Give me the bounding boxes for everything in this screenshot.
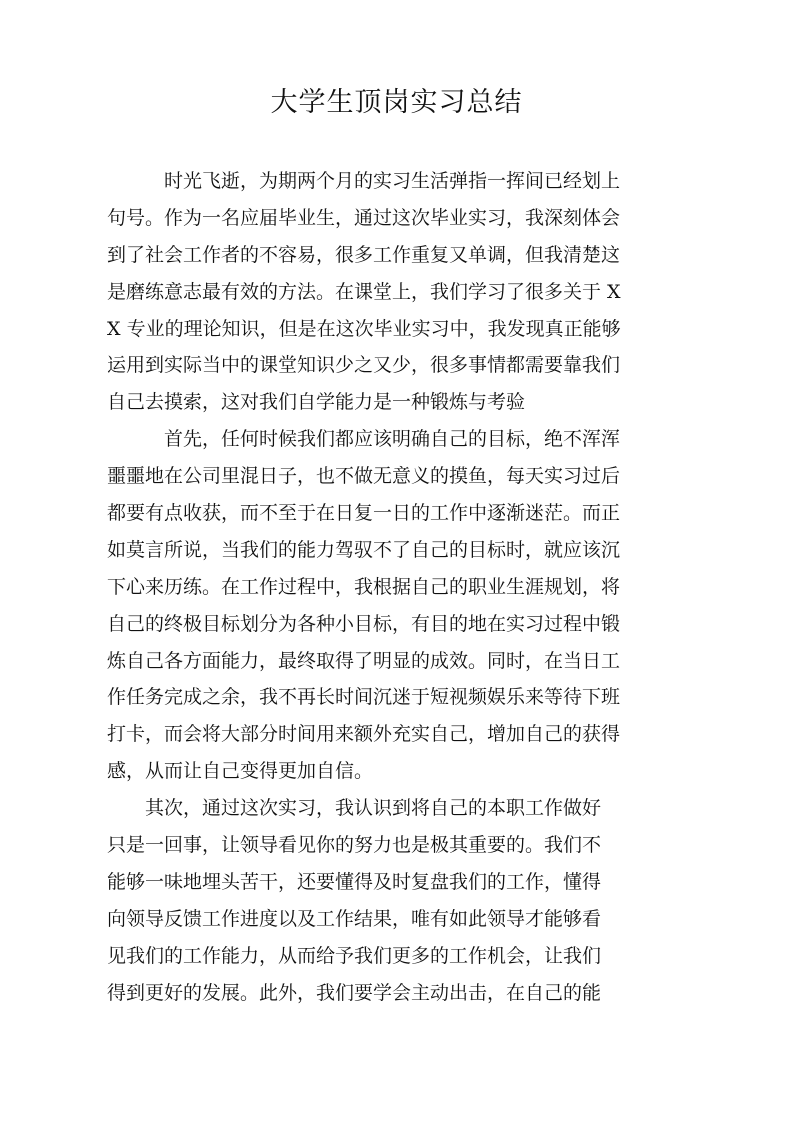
paragraph-line: 见我们的工作能力，从而给予我们更多的工作机会，让我们 [107,944,602,967]
paragraph-intro [107,163,697,421]
paragraph-line: 能够一味地埋头苦干，还要懂得及时复盘我们的工作，懂得 [107,870,602,893]
paragraph-first [107,421,697,790]
document-title: 大学生顶岗实习总结 [270,87,523,118]
paragraph-line: 首先，任何时候我们都应该明确自己的目标，绝不浑浑 [164,428,621,451]
paragraph-line: 如莫言所说，当我们的能力驾驭不了自己的目标时，就应该沉 [107,538,621,561]
paragraph-line: 只是一回事，让领导看见你的努力也是极其重要的。我们不 [107,834,602,857]
paragraph-line: 是磨练意志最有效的方法。在课堂上，我们学习了很多关于 X [107,280,621,303]
paragraph-second [107,790,697,1011]
document-body [107,163,697,1011]
paragraph-line: 噩噩地在公司里混日子，也不做无意义的摸鱼，每天实习过后 [107,465,621,488]
paragraph-line: 时光飞逝，为期两个月的实习生活弹指一挥间已经划上 [164,170,621,192]
paragraph-line: 作任务完成之余，我不再长时间沉迷于短视频娱乐来等待下班 [107,686,621,709]
paragraph-line: 自己去摸索，这对我们自学能力是一种锻炼与考验 [107,391,526,414]
paragraph-line: 自己的终极目标划分为各种小目标，有目的地在实习过程中锻 [107,612,621,635]
paragraph-line: 向领导反馈工作进度以及工作结果，唯有如此领导才能够看 [107,907,602,930]
paragraph-line: 下心来历练。在工作过程中，我根据自己的职业生涯规划，将 [107,575,621,598]
paragraph-line: 句号。作为一名应届毕业生，通过这次毕业实习，我深刻体会 [107,206,621,229]
paragraph-line: 到了社会工作者的不容易，很多工作重复又单调，但我清楚这 [107,243,621,266]
paragraph-line: 打卡，而会将大部分时间用来额外充实自己，增加自己的获得 [107,723,621,746]
paragraph-line: 得到更好的发展。此外，我们要学会主动出击，在自己的能 [107,981,602,1004]
paragraph-line: 都要有点收获，而不至于在日复一日的工作中逐渐迷茫。而正 [107,502,621,525]
paragraph-line: 其次，通过这次实习，我认识到将自己的本职工作做好 [145,797,602,820]
paragraph-line: 感，从而让自己变得更加自信。 [107,760,374,783]
paragraph-line: 运用到实际当中的课堂知识少之又少，很多事情都需要靠我们 [107,354,621,377]
paragraph-line: 炼自己各方面能力，最终取得了明显的成效。同时，在当日工 [107,649,621,672]
paragraph-line: X 专业的理论知识，但是在这次毕业实习中，我发现真正能够 [107,317,621,340]
